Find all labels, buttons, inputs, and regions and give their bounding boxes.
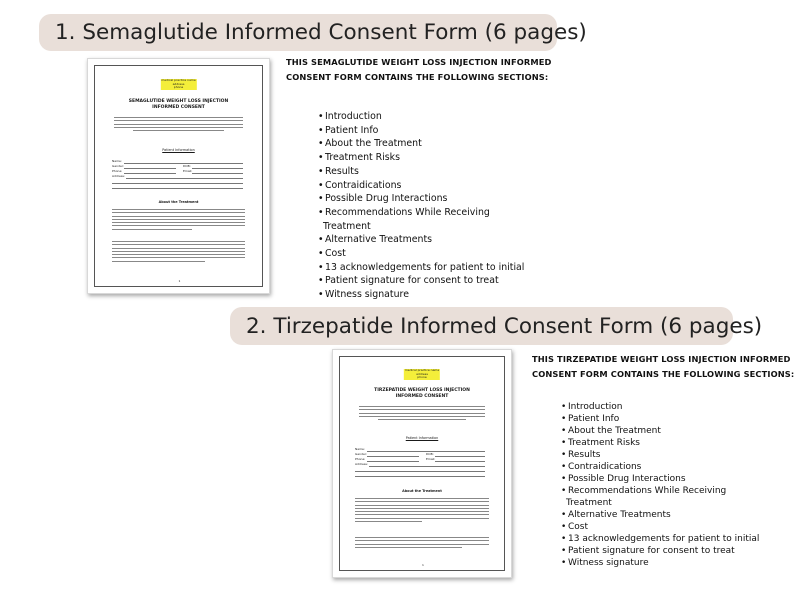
email-field-line (435, 461, 485, 462)
document-preview-tirzepatide (332, 349, 512, 578)
list-item: • Witness signature (318, 288, 524, 302)
phone-field-label: Phone: (355, 457, 366, 461)
heading-line: THIS SEMAGLUTIDE WEIGHT LOSS INJECTION INFORMED (286, 57, 552, 67)
dob-field-line (435, 456, 485, 457)
document-title-line: INFORMED CONSENT (395, 394, 449, 399)
address-field-label: Address: (112, 174, 125, 178)
address-field-line (126, 178, 243, 179)
product-title-semaglutide: 1. Semaglutide Informed Consent Form (6 pages) (39, 14, 557, 51)
address-field-label: Address: (355, 462, 368, 466)
list-item: • Cost (318, 247, 524, 261)
about-treatment-heading (88, 200, 269, 204)
email-field-label: Email: (183, 169, 193, 173)
phone-field-label: Phone: (112, 169, 123, 173)
section-list-semaglutide (318, 110, 524, 302)
list-item: • Possible Drug Interactions (318, 192, 524, 206)
phone-field-line (124, 173, 176, 174)
document-title (333, 388, 511, 400)
list-item: • Introduction (318, 110, 524, 124)
list-item: • Patient Info (318, 124, 524, 138)
document-title (88, 99, 269, 111)
gender-field-label: Gender: (112, 164, 125, 168)
document-title-line: SEMAGLUTIDE WEIGHT LOSS INJECTION (128, 99, 229, 104)
list-item: • Recommendations While Receiving (561, 485, 759, 497)
patient-info-heading (333, 436, 511, 440)
name-field-label: Name: (355, 447, 365, 451)
highlight-line: phone (173, 85, 184, 90)
about-paragraph (355, 537, 489, 550)
gender-field-line (124, 168, 176, 169)
intro-paragraph (359, 406, 485, 422)
name-field-label: Name: (112, 159, 122, 163)
practice-placeholder-highlight (160, 79, 196, 90)
about-paragraph (112, 241, 245, 264)
list-item: Treatment (323, 220, 371, 232)
page-number: 1 (422, 563, 424, 567)
list-item: • Results (561, 449, 759, 461)
list-item: • Witness signature (561, 557, 759, 569)
highlight-line: medical practice name (404, 368, 440, 372)
list-item: • 13 acknowledgements for patient to initial (561, 533, 759, 545)
dob-field-label: DOB: (183, 164, 191, 168)
patient-info-heading (88, 148, 269, 152)
highlight-line: medical practice name (161, 78, 196, 82)
list-item: • Patient Info (561, 413, 759, 425)
list-item: • Possible Drug Interactions (561, 473, 759, 485)
highlight-line: address (172, 81, 185, 86)
phone-field-line (367, 461, 419, 462)
highlight-line: address (416, 371, 428, 376)
page-number: 1 (178, 279, 181, 283)
practice-placeholder-highlight (404, 369, 440, 380)
list-item: • Contraidications (318, 179, 524, 193)
dob-field-line (192, 168, 243, 169)
address-field-line (355, 471, 485, 472)
list-item: • Contraidications (561, 461, 759, 473)
list-item: • Alternative Treatments (318, 233, 524, 247)
heading-line: THIS TIRZEPATIDE WEIGHT LOSS INJECTION INFORMED (532, 354, 791, 364)
product-title-tirzepatide: 2. Tirzepatide Informed Consent Form (6 pages) (230, 307, 733, 345)
about-treatment-label: About the Treatment (402, 489, 442, 493)
about-paragraph (112, 209, 245, 232)
about-treatment-label: About the Treatment (158, 200, 199, 204)
list-item: • About the Treatment (561, 425, 759, 437)
document-preview-semaglutide (87, 58, 270, 294)
list-item: • Treatment Risks (318, 151, 524, 165)
document-title-line: INFORMED CONSENT (152, 105, 205, 110)
section-list-tirzepatide (561, 401, 759, 569)
patient-info-label: Patient Information (162, 148, 195, 152)
list-item: • Recommendations While Receiving (318, 206, 524, 220)
list-item: • 13 acknowledgements for patient to initial (318, 261, 524, 275)
gender-field-label: Gender: (355, 452, 368, 456)
list-item: • Cost (561, 521, 759, 533)
intro-paragraph (114, 117, 243, 133)
about-paragraph (355, 498, 489, 524)
gender-field-line (367, 456, 419, 457)
about-treatment-heading (333, 489, 511, 493)
list-item: • About the Treatment (318, 137, 524, 151)
dob-field-label: DOB: (426, 452, 434, 456)
list-item: • Patient signature for consent to treat (318, 274, 524, 288)
list-item: • Treatment Risks (561, 437, 759, 449)
sections-heading-semaglutide (286, 55, 551, 85)
sections-heading-tirzepatide (532, 352, 794, 382)
list-item: Treatment (566, 498, 612, 508)
list-item: • Introduction (561, 401, 759, 413)
heading-line: CONSENT FORM CONTAINS THE FOLLOWING SECTIONS: (286, 72, 549, 82)
list-item: • Alternative Treatments (561, 509, 759, 521)
list-item: • Results (318, 165, 524, 179)
heading-line: CONSENT FORM CONTAINS THE FOLLOWING SECTIONS: (532, 369, 794, 379)
address-field-line (355, 476, 485, 477)
address-field-line (369, 466, 485, 467)
email-field-line (192, 173, 243, 174)
document-title-line: TIRZEPATIDE WEIGHT LOSS INJECTION (374, 388, 470, 393)
address-field-line (112, 183, 243, 184)
email-field-label: Email: (426, 457, 436, 461)
address-field-line (112, 188, 243, 189)
highlight-line: phone (417, 375, 427, 380)
list-item: • Patient signature for consent to treat (561, 545, 759, 557)
patient-info-label: Patient Information (405, 436, 439, 440)
